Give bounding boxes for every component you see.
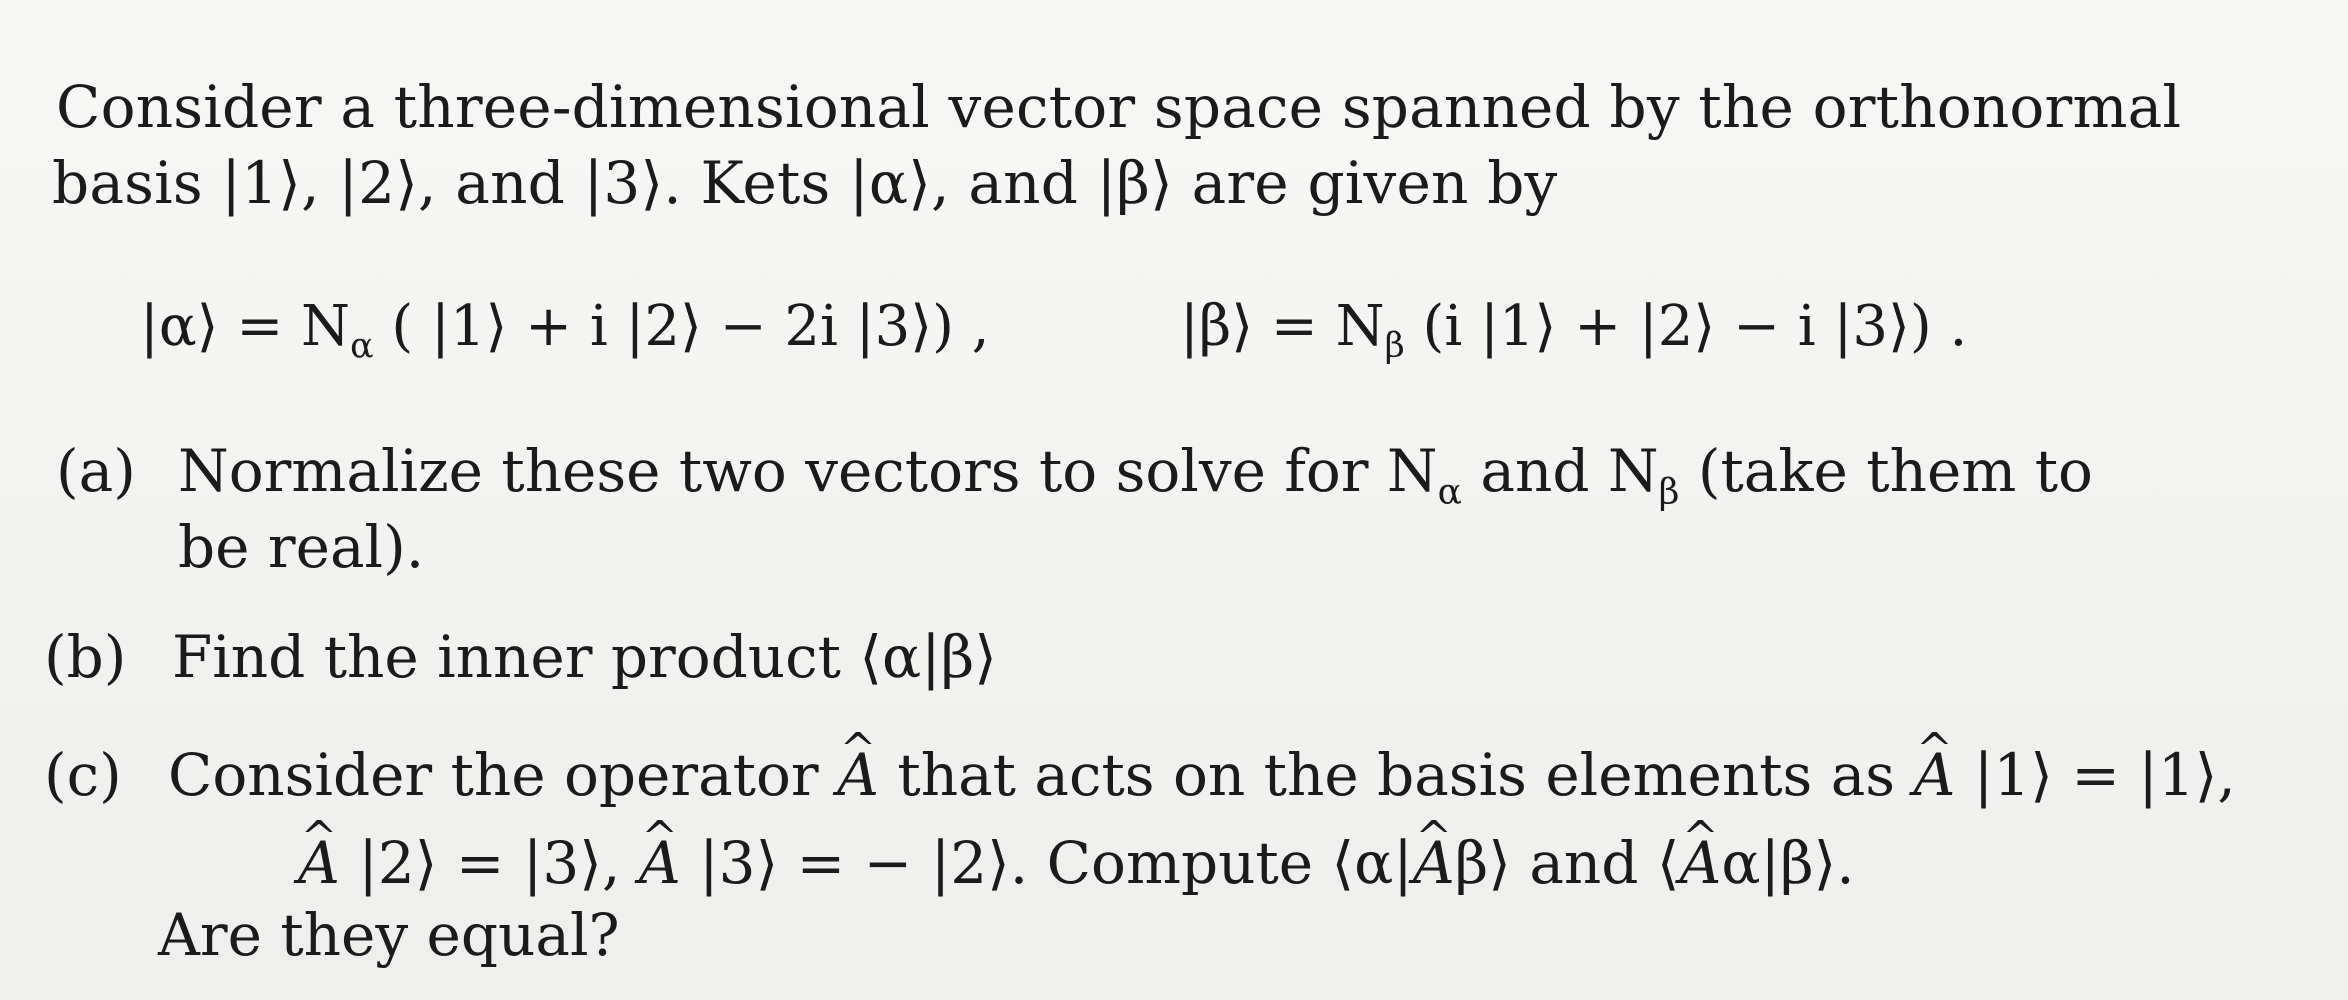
question-c-line-2 (298, 829, 1855, 897)
question-a-line-2: be real). (178, 513, 425, 581)
question-b-text: Find the inner product ⟨α|β⟩ (172, 623, 997, 691)
alpha-equation (140, 296, 990, 365)
operator-a-hat: ^ A (1913, 744, 1955, 808)
question-c-label: (c) (44, 741, 122, 809)
beta-normalization-subscript: β (1384, 326, 1405, 367)
question-c-line-3: Are they equal? (158, 901, 620, 969)
question-a-text-middle: and N (1461, 437, 1659, 505)
question-c-line-2-part-a: |2⟩ = |3⟩, (339, 829, 639, 897)
question-c-text-start: Consider the operator (168, 741, 838, 809)
operator-a-hat: ^ A (1679, 832, 1721, 896)
intro-line-2: basis |1⟩, |2⟩, and |3⟩. Kets |α⟩, and |β⟩ are given by (52, 149, 1558, 217)
question-a-line-1 (178, 437, 2093, 513)
question-a-text-end: (take them to (1679, 437, 2093, 505)
question-c-line-2-part-c: β⟩ and ⟨ (1454, 829, 1680, 897)
alpha-equation-body: ( |1⟩ + i |2⟩ − 2i |3⟩) , (373, 294, 990, 359)
alpha-normalization-subscript: α (350, 326, 374, 367)
operator-a-hat: ^ A (639, 832, 681, 896)
question-c-text-end: |1⟩ = |1⟩, (1955, 741, 2236, 809)
operator-a-hat: ^ A (837, 744, 879, 808)
operator-a-hat: ^ A (1413, 832, 1455, 896)
beta-equation-body: (i |1⟩ + |2⟩ − i |3⟩) . (1404, 294, 1968, 359)
question-a-text-start: Normalize these two vectors to solve for N (178, 437, 1438, 505)
beta-equation (1180, 296, 1967, 365)
operator-a-hat: ^ A (298, 832, 340, 896)
question-c-line-2-part-b: |3⟩ = − |2⟩. Compute ⟨α| (680, 829, 1413, 897)
beta-equation-head: |β⟩ = N (1180, 294, 1385, 359)
question-a-alpha-subscript: α (1437, 471, 1462, 513)
question-a-label: (a) (56, 437, 136, 505)
alpha-equation-head: |α⟩ = N (140, 294, 351, 359)
intro-line-1: Consider a three-dimensional vector space spanned by the orthonormal (56, 73, 2182, 141)
question-c-line-1 (168, 741, 2236, 809)
question-b-label: (b) (44, 623, 127, 691)
question-a-beta-subscript: β (1658, 471, 1680, 513)
question-c-line-2-part-d: α|β⟩. (1721, 829, 1855, 897)
question-c-text-middle: that acts on the basis elements as (878, 741, 1914, 809)
